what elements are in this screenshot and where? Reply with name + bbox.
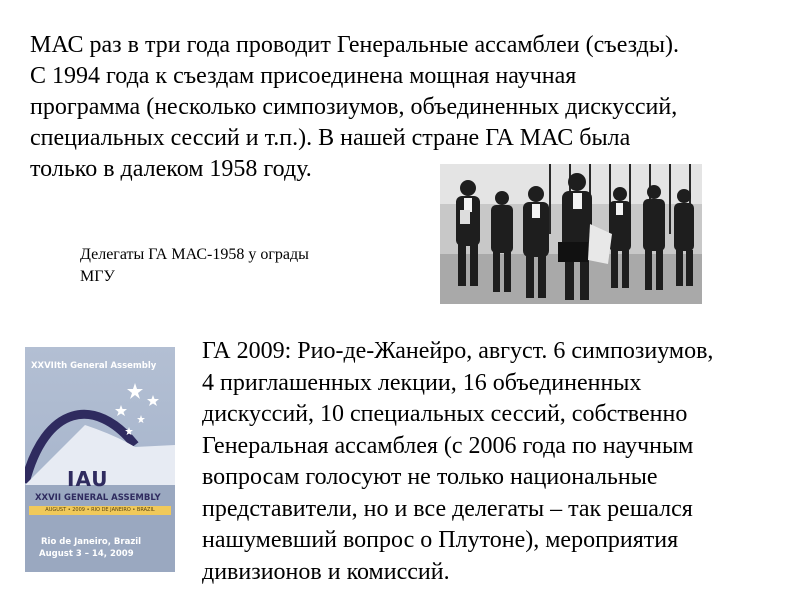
caption-line: Делегаты ГА МАС-1958 у ограды bbox=[80, 246, 309, 263]
intro-line: С 1994 года к съездам присоединена мощная научная bbox=[30, 63, 577, 89]
ga-2009-paragraph bbox=[202, 336, 792, 588]
ga-line: ГА 2009: Рио-де-Жанейро, август. 6 симпозиумов, bbox=[202, 338, 714, 364]
poster-title: XXVII GENERAL ASSEMBLY bbox=[35, 493, 161, 503]
intro-line: только в далеком 1958 году. bbox=[30, 156, 312, 182]
ga-line: нашумевший вопрос о Плутоне), мероприятия bbox=[202, 527, 679, 553]
ga-line: дискуссий, 10 специальных сессий, собственно bbox=[202, 401, 688, 427]
ga-2009-poster bbox=[25, 347, 175, 572]
delegates-photo bbox=[440, 164, 702, 304]
poster-header: XXVIIth General Assembly bbox=[31, 361, 157, 371]
poster-city: Rio de Janeiro, Brazil bbox=[41, 537, 142, 547]
intro-line: МАС раз в три года проводит Генеральные ассамблеи (съезды). bbox=[30, 32, 680, 58]
caption-line: МГУ bbox=[80, 268, 115, 285]
poster-date-band: AUGUST • 2009 • RIO DE JANEIRO • BRAZIL bbox=[29, 506, 171, 515]
delegates-photo-illustration bbox=[440, 164, 702, 304]
ga-line: дивизионов и комиссий. bbox=[202, 558, 450, 585]
ga-line: представители, но и все делегаты – так решался bbox=[202, 495, 693, 522]
photo-caption bbox=[80, 244, 380, 288]
intro-paragraph bbox=[30, 30, 780, 185]
ga-line: Генеральная ассамблея (с 2006 года по научным bbox=[202, 432, 694, 459]
poster-dates: August 3 – 14, 2009 bbox=[39, 549, 134, 559]
poster-iau-logo: IAU bbox=[67, 467, 109, 491]
intro-line: специальных сессий и т.п.). В нашей стране ГА МАС была bbox=[30, 125, 631, 151]
ga-line: вопросам голосуют не только национальные bbox=[202, 464, 658, 490]
intro-line: программа (несколько симпозиумов, объединенных дискуссий, bbox=[30, 94, 678, 120]
ga-line: 4 приглашенных лекции, 16 объединенных bbox=[202, 369, 642, 396]
